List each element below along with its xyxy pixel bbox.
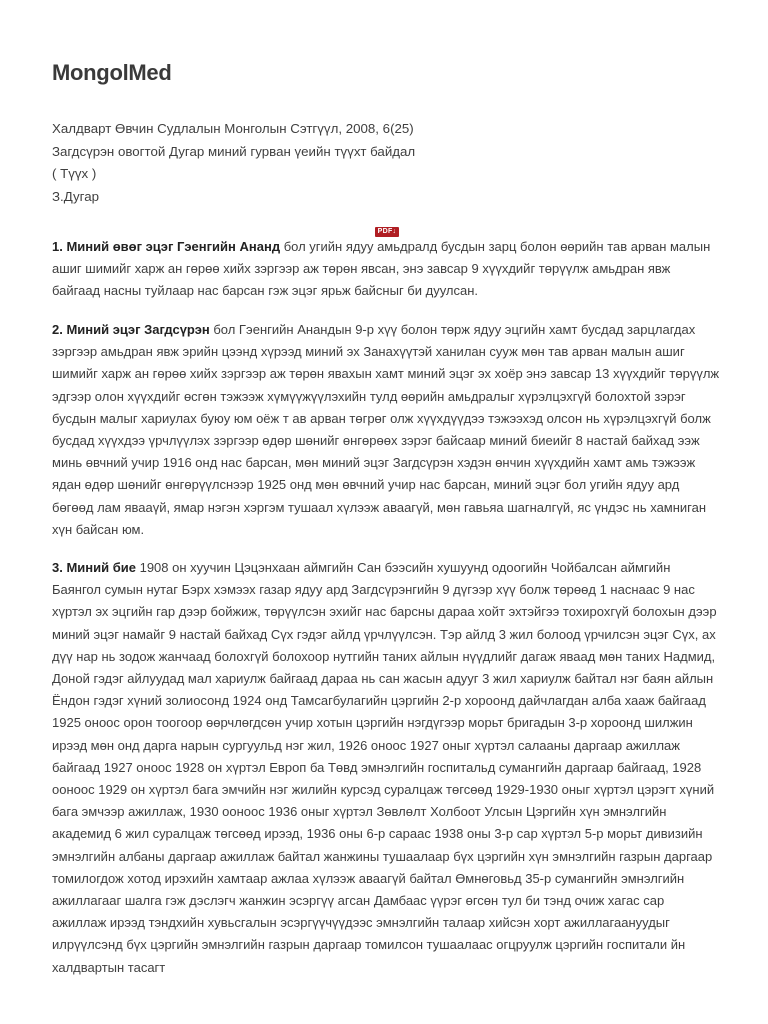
paragraph-self (52, 557, 722, 979)
paragraph-body: бол угийн ядуу амьдралд бусдын зарц болон өөрийн тав арван малын ашиг шимийг харж ан гөрөө хийх зэргээр аж төрөн явсан, энэ завсар 9 хүүхдийг төрүүлж амьдран явж байгаад насны туйлаар нас барсан гэж эцэг ярьж байсныг би дуулсан. (52, 239, 711, 299)
article-category: ( Түүх ) (52, 166, 97, 181)
pdf-label: PDF (377, 228, 393, 235)
paragraph-body: бол Гэенгийн Анандын 9-р хүү болон төрж ядуу эцгийн хамт бусдад зарцлагдах зэргээр амьдран явж эрийн цээнд хүрээд миний эх Занахүүтэй ханилан сууж мөн тав арван малын ашиг шимийг харж ан гөрөө хийх зэргээр аж төрөн явахын хамт миний эцэг эх хоёр энэ завсар 13 хүүхдийг төрүүлж эдгээр олон хүүхдийг өсгөн тэжээж хүмүүжүүлэхийн тулд өөрийн амьдралыг хүрэлцэхгүй болохтой зэрэг бусдын малыг хариулах буюу юм оёж т ав арван төгрөг олж хүүхдүүдээ тэжээхэд олсон нь хүрэлцэхгүй болж бусдад хүүхдээ үрчлүүлэх зэргээр өдөр шөнийг өнгөрөөх зэрэг байсаар миний биеийг 8 настай байхад ээж минь өвчний учир 1916 онд нас барсан, мөн миний эцэг Загдсүрэн хэдэн өнчин хүүхдийн хамт амь тэжээж ядан өдөр шөнийг өнгөрүүлснээр 1925 онд мөн өвчний учир нас барсан, миний эцэг бол угийн ядуу ард бөгөөд лам явааүй, ямар нэгэн хэргэм тушаал хүлээж аваагүй, мөн гавьяа шагналгүй, яс үндэс нь хамниган хүн байсан юм. (52, 322, 720, 537)
paragraph-heading: 3. Миний бие (52, 560, 136, 575)
paragraph-heading: 2. Миний эцэг Загдсүрэн (52, 322, 210, 337)
site-title[interactable]: MongolMed (52, 60, 172, 85)
paragraph-father (52, 319, 722, 541)
paragraph-heading: 1. Миний өвөг эцэг Гэенгийн Ананд (52, 239, 281, 254)
journal-citation: Халдварт Өвчин Судлалын Монголын Сэтгүүл, 2008, 6(25) (52, 121, 414, 136)
paragraph-body: 1908 он хуучин Цэцэнхаан аймгийн Сан бээсийн хушуунд одоогийн Чойбалсан аймгийн Баянгол сумын нутаг Бэрх хэмээх газар ядуу ард Загдсүрэнгийн 9 дүгээр хүү болж төрөөд 1 наснаас 9 нас хүртэл эх эцгийн гар дээр бойжиж, төрүүлсэн эхийг нас барсны дараа хойт эхтэйгээ тохирохгүй болохын дээр миний эцэг намайг 9 настай байхад Сүх гэдэг айлд үрчлүүлсэн. Тэр айлд 3 жил болоод үрчилсэн эцэг Сүх, ах дүү нар нь зодож жанчаад болохгүй болохоор нутгийн таних айлын нүүдлийг дагаж яваад мөн таних Надмид, Доной гэдэг айлуудад мал хариулж байгаад дараа нь сан жасын адууг 3 жил хариулж байтал нэг баян айлын Ёндон гэдэг хүний золиосонд 1924 онд Тамсагбулагийн цэргийн 2-р хороонд дайчлагдан алба хааж байгаад 1925 оноос орон тоогоор өөрчлөгдсөн учир хотын цэргийн нэгдүгээр морьт бригадын 3-р хороонд шилжин ирээд мөн онд дарга нарын сургуульд нэг жил, 1926 оноос 1927 оныг хүртэл салааны даргаар ажиллаж байгаад 1927 оноос 1928 он хүртэл Европ ба Төвд эмнэлгийн госпитальд сумангийн даргаар байгаад, 1928 ооноос 1929 он хүртэл бага эмчийн нэг жилийн курсэд суралцаж төгсөөд 1929-1930 оныг хүртэл цэрэгт хүний бага эмчээр ажиллаж, 1930 ооноос 1936 оныг хүртэл Зөвлөлт Холбоот Улсын Цэргийн хүн эмнэлгийн академид 6 жил суралцаж төгсөөд ирээд, 1936 оны 6-р сараас 1938 оны 3-р сар хүртэл 5-р морьт дивизийн эмнэлгийн албаны даргаар ажиллаж байтал жанжины тушаалаар бүх цэргийн хүн эмнэлгийн газрын даргаар томилогдож хотод ирэхийн хамтаар ажлаа хүлээж аваагүй байтал Өмнөговьд 35-р сумангийн эмнэлгийн ажиллагааг шалга гэж дэслэгч жанжин эсэргүү агсан Дамбаас үүрэг өгсөн тул би тэнд очиж хагас сар ажиллаж ирээд тэндхийн хувьсгалын эсэргүүчүүдээс эмнэлгийн талаар хийсэн хорт ажиллагаануудыг илрүүлсэнд бүх цэргийн эмнэлгийн газрын даргаар томилсон тушаалаас огцруулж цэргийн госпитали йн халдвартын тасагт (52, 560, 717, 975)
article-meta (52, 118, 415, 208)
paragraph-grandfather (52, 236, 722, 303)
article-author: З.Дугар (52, 188, 100, 204)
article-title: Загдсүрэн овогтой Дугар миний гурван үеийн түүхт байдал (52, 143, 416, 159)
download-arrow-icon: ↓ (392, 228, 397, 235)
